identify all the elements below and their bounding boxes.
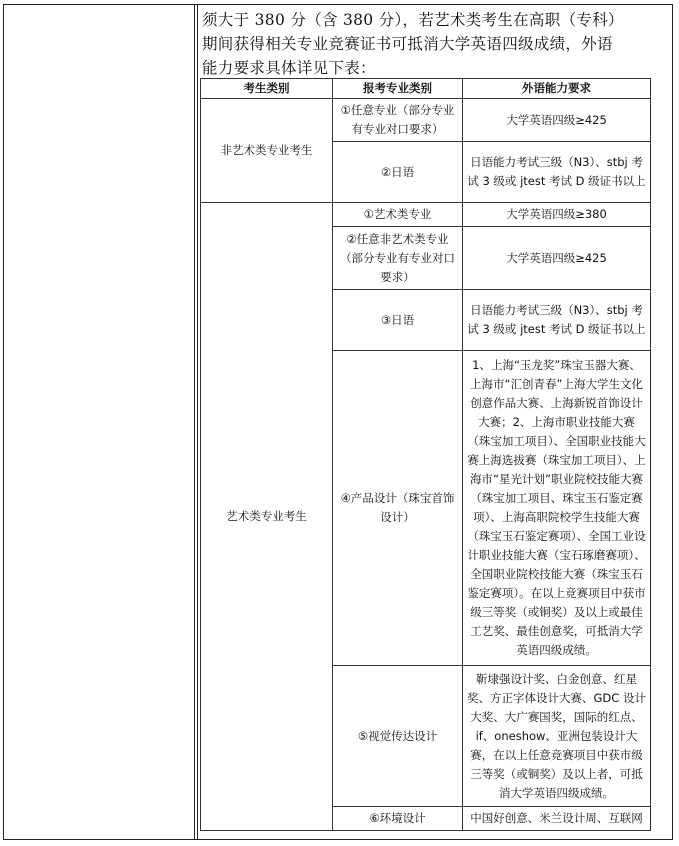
requirement-cell: 中国好创意、米兰设计周、互联网 — [463, 807, 651, 831]
major-cell: ⑤视觉传达设计 — [333, 666, 463, 807]
requirement-cell: 日语能力考试三级（N3）、stbj 考试 3 级或 jtest 考试 D 级证书以上 — [463, 290, 651, 351]
category-cell: 非艺术类专业考生 — [201, 99, 333, 203]
category-cell: 艺术类专业考生 — [201, 203, 333, 831]
outer-column-divider — [194, 4, 198, 840]
major-cell: ①艺术类专业 — [333, 203, 463, 227]
intro-line: 能力要求具体详见下表： — [202, 59, 376, 77]
header-language-requirement: 外语能力要求 — [463, 79, 651, 99]
requirement-cell: 1、上海“玉龙奖”珠宝玉器大赛、上海市“汇创青春”上海大学生文化创意作品大赛、上海新锐首饰设计大赛；2、上海市职业技能大赛（珠宝加工项目）、全国职业技能大赛上海选拔赛（珠宝加工项目）、上海市“星光计划”职业院校技能大赛（珠宝加工项目、珠宝玉石鉴定赛项）、上海高职院校学生技能大赛（珠宝玉石鉴定赛项）、全国工业设计职业技能大赛（宝石琢磨赛项）、全国职业院校技能大赛（珠宝玉石鉴定赛项）。在以上竞赛项目中获市级三等奖（或铜奖）及以上或最佳工艺奖、最佳创意奖，可抵消大学英语四级成绩。 — [463, 351, 651, 666]
major-cell: ④产品设计（珠宝首饰设计） — [333, 351, 463, 666]
requirement-cell: 大学英语四级≥380 — [463, 203, 651, 227]
requirement-cell: 大学英语四级≥425 — [463, 99, 651, 142]
major-cell: ③日语 — [333, 290, 463, 351]
header-major-category: 报考专业类别 — [333, 79, 463, 99]
table-row — [201, 99, 651, 142]
major-cell: ②日语 — [333, 142, 463, 203]
major-cell: ①任意专业（部分专业有专业对口要求） — [333, 99, 463, 142]
requirement-cell: 靳埭强设计奖、白金创意、红星奖、方正字体设计大赛、GDC 设计大奖、大广赛国奖，国际的红点、if、oneshow、亚洲包装设计大赛，在以上任意竞赛项目中获市级三等奖（或铜奖）及以上者，可抵消大学英语四级成绩。 — [463, 666, 651, 807]
header-candidate-category: 考生类别 — [201, 79, 333, 99]
intro-line: 期间获得相关专业竞赛证书可抵消大学英语四级成绩，外语 — [202, 35, 613, 53]
requirement-cell: 大学英语四级≥425 — [463, 227, 651, 290]
major-cell: ②任意非艺术类专业（部分专业有专业对口要求） — [333, 227, 463, 290]
intro-paragraph — [202, 8, 672, 80]
table-header-row — [201, 79, 651, 99]
table-row — [201, 203, 651, 227]
intro-line: 须大于 380 分（含 380 分），若艺术类考生在高职（专科） — [202, 11, 624, 29]
language-requirement-table — [200, 78, 651, 831]
requirement-cell: 日语能力考试三级（N3）、stbj 考试 3 级或 jtest 考试 D 级证书以上 — [463, 142, 651, 203]
major-cell: ⑥环境设计 — [333, 807, 463, 831]
